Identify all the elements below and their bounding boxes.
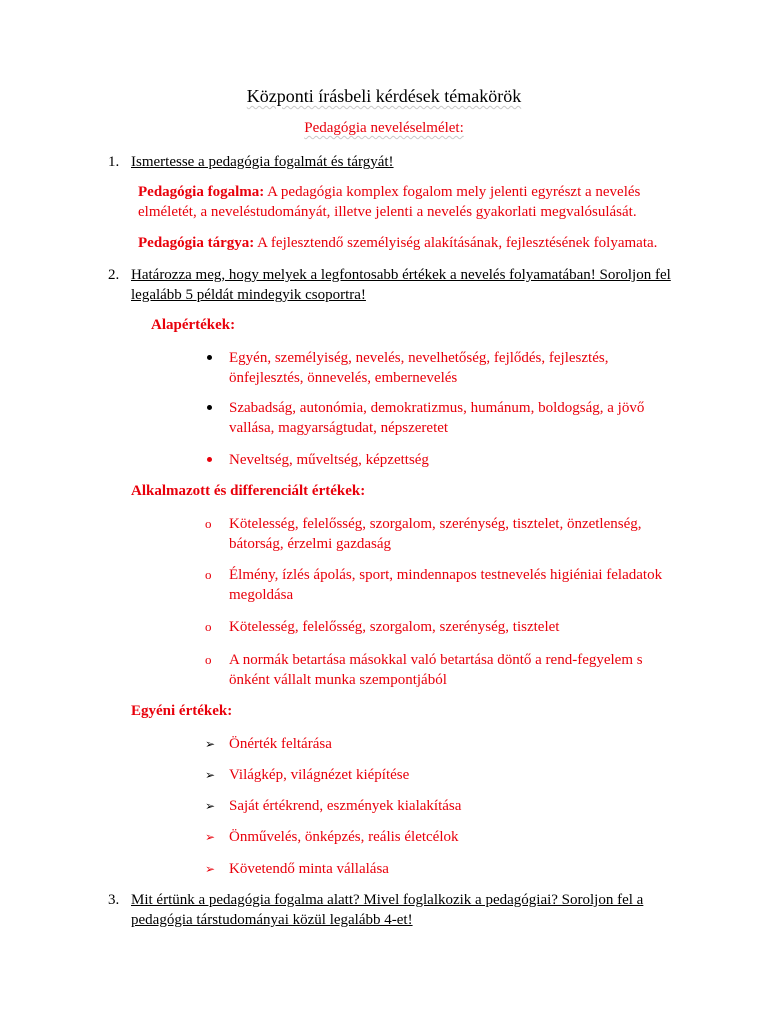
page-title: Központi írásbeli kérdések témakörök [246,86,522,106]
answer-definition [138,182,698,222]
answer-label: Pedagógia fogalma: [138,184,265,200]
list-item: ➢ Saját értékrend, eszmények kialakítása [205,798,462,814]
question-text: Határozza meg, hogy melyek a legfontosabb értékek a nevelés folyamatában! Soroljon fel legalább 5 példát mindegyik csoportra! [131,267,671,303]
arrow-bullet-icon: ➢ [205,862,216,876]
arrow-bullet-icon: ➢ [205,830,216,844]
question-number: 3. [108,892,120,908]
answer-label: Pedagógia tárgya: [138,235,255,251]
list-item: o Élmény, ízlés ápolás, sport, mindennapos testnevelés higiéniai feladatok megoldása [205,567,663,603]
section-heading-individual-values: Egyéni értékek: [131,703,233,719]
list-item: Neveltség, műveltség, képzettség [229,452,429,468]
section-heading-basic-values: Alapértékek: [151,317,236,333]
question-3 [108,890,678,930]
list-item: ➢ Önérték feltárása [205,736,332,752]
question-2 [108,265,678,305]
section-heading-applied-values: Alkalmazott és differenciált értékek: [131,483,366,499]
list-item: Egyén, személyiség, nevelés, nevelhetőség, fejlődés, fejlesztés, önfejlesztés, önnevelés, embernevelés [229,350,609,386]
list-item: ➢ Világkép, világnézet kiépítése [205,767,410,783]
circle-bullet-icon: o [205,619,212,634]
question-1 [108,152,688,172]
question-number: 2. [108,267,120,283]
arrow-bullet-icon: ➢ [205,737,216,751]
answer-subject [138,233,698,253]
arrow-bullet-icon: ➢ [205,799,216,813]
list-item: Szabadság, autonómia, demokratizmus, humánum, boldogság, a jövő vallása, magyarságtudat, népszeretet [229,400,645,436]
list-item: o A normák betartása másokkal való betartása döntő a rend-fegyelem s önként vállalt munka szempontjából [205,652,643,688]
question-text: Ismertesse a pedagógia fogalmát és tárgyát! [131,154,394,170]
list-item: ➢ Önművelés, önképzés, reális életcélok [205,829,459,845]
answer-text: A pedagógia komplex fogalom mely jelenti egyrészt a nevelés elméletét, a neveléstudományát, illetve jelenti a nevelés gyakorlati megvalósulását. [138,184,641,220]
list-item: o Kötelesség, felelősség, szorgalom, szerénység, tisztelet [205,619,560,635]
page-subtitle: Pedagógia neveléselmélet: [304,120,464,136]
question-number: 1. [108,154,120,170]
arrow-bullet-icon: ➢ [205,768,216,782]
list-item: ➢ Követendő minta vállalása [205,861,389,877]
answer-text: A fejlesztendő személyiség alakításának, fejlesztésének folyamata. [254,235,658,251]
circle-bullet-icon: o [205,516,212,531]
circle-bullet-icon: o [205,567,212,582]
question-text: Mit értünk a pedagógia fogalma alatt? Mivel foglalkozik a pedagógiai? Soroljon fel a pedagógia társtudományai közül legalább 4-et! [131,892,644,928]
circle-bullet-icon: o [205,652,212,667]
list-item: o Kötelesség, felelősség, szorgalom, szerénység, tisztelet, önzetlenség, bátorság, érzelmi gazdaság [205,516,642,552]
